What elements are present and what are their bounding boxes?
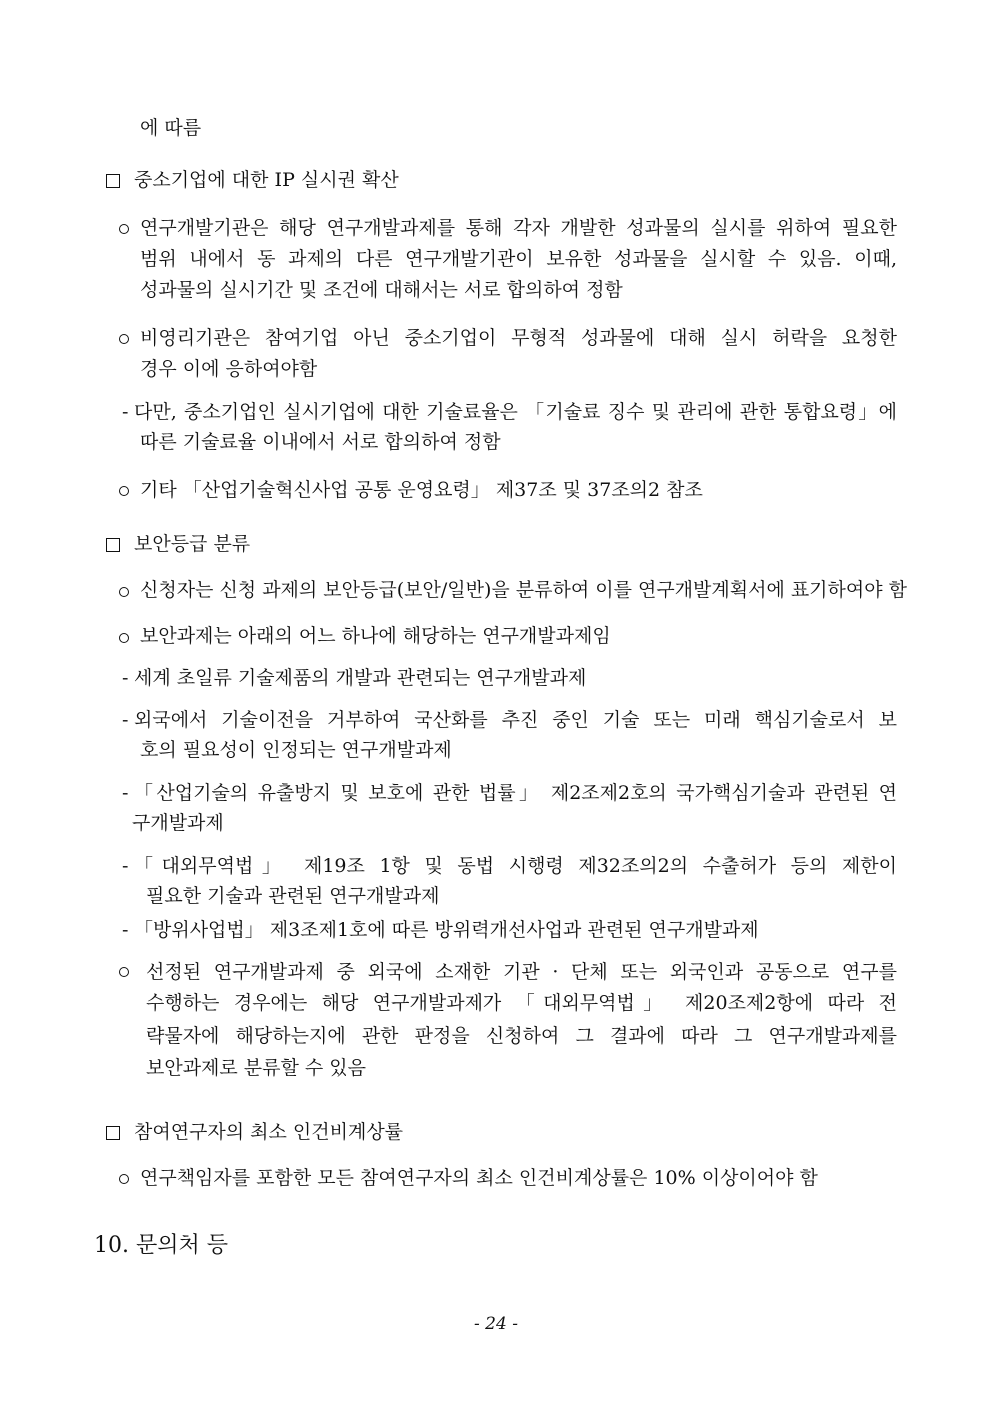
dash-marker: - (122, 401, 129, 423)
bullet-circle-icon (119, 587, 129, 597)
dash-marker: - (122, 709, 129, 731)
paragraph-line: 보안과제는 아래의 어느 하나에 해당하는 연구개발과제임 (140, 625, 611, 647)
bullet-circle-icon (119, 633, 129, 643)
bullet-circle-icon (119, 967, 129, 977)
bullet-circle-icon (119, 224, 129, 234)
paragraph-line: 연구책임자를 포함한 모든 참여연구자의 최소 인건비계상률은 10% 이상이어야 함 (140, 1167, 818, 1189)
section-heading-personnel: 참여연구자의 최소 인건비계상률 (134, 1121, 404, 1143)
paragraph-line: 호의 필요성이 인정되는 연구개발과제 (140, 739, 452, 761)
paragraph-line: 「산업기술의 유출방지 및 보호에 관한 법률」 제2조제2호의 국가핵심기술과 관련된 연 (134, 782, 897, 804)
dash-marker: - (122, 782, 129, 804)
bullet-circle-icon (119, 486, 129, 496)
paragraph-line: 수행하는 경우에는 해당 연구개발과제가 「대외무역법」 제20조제2항에 따라 전 (146, 992, 897, 1014)
bullet-circle-icon (119, 1174, 129, 1184)
paragraph-line: 기타 「산업기술혁신사업 공통 운영요령」 제37조 및 37조의2 참조 (140, 479, 703, 501)
paragraph-line: 따른 기술료율 이내에서 서로 합의하여 정함 (140, 431, 501, 453)
section-heading-security: 보안등급 분류 (134, 533, 251, 555)
dash-marker: - (122, 919, 129, 941)
paragraph-line: 성과물의 실시기간 및 조건에 대해서는 서로 합의하여 정함 (140, 279, 623, 301)
paragraph-line: 구개발과제 (132, 812, 224, 834)
checkbox-square-icon (106, 1126, 120, 1140)
dash-marker: - (122, 855, 129, 877)
page-number: - 24 - (474, 1314, 518, 1334)
checkbox-square-icon (106, 538, 120, 552)
paragraph-line: 범위 내에서 동 과제의 다른 연구개발기관이 보유한 성과물을 실시할 수 있음. 이때, (140, 248, 897, 270)
paragraph-line: 비영리기관은 참여기업 아닌 중소기업이 무형적 성과물에 대해 실시 허락을 요청한 (140, 327, 897, 349)
paragraph-line: 「방위사업법」 제3조제1호에 따른 방위력개선사업과 관련된 연구개발과제 (134, 919, 759, 941)
intro-text: 에 따름 (140, 117, 202, 139)
paragraph-line: 연구개발기관은 해당 연구개발과제를 통해 각자 개발한 성과물의 실시를 위하여 필요한 (140, 217, 897, 239)
paragraph-line: 다만, 중소기업인 실시기업에 대한 기술료율은 「기술료 징수 및 관리에 관한 통합요령」에 (134, 401, 897, 423)
section-10-heading: 10. 문의처 등 (94, 1233, 228, 1258)
paragraph-line: 세계 초일류 기술제품의 개발과 관련되는 연구개발과제 (134, 667, 587, 689)
paragraph-line: 보안과제로 분류할 수 있음 (146, 1057, 367, 1079)
paragraph-line: 경우 이에 응하여야함 (140, 358, 318, 380)
paragraph-line: 략물자에 해당하는지에 관한 판정을 신청하여 그 결과에 따라 그 연구개발과제를 (146, 1025, 897, 1047)
paragraph-line: 선정된 연구개발과제 중 외국에 소재한 기관 · 단체 또는 외국인과 공동으로 연구를 (146, 961, 897, 983)
section-heading-ip: 중소기업에 대한 IP 실시권 확산 (134, 169, 399, 191)
dash-marker: - (122, 667, 129, 689)
paragraph-line: 필요한 기술과 관련된 연구개발과제 (146, 885, 440, 907)
checkbox-square-icon (106, 174, 120, 188)
paragraph-line: 신청자는 신청 과제의 보안등급(보안/일반)을 분류하여 이를 연구개발계획서에 표기하여야 함 (140, 579, 907, 601)
bullet-circle-icon (119, 334, 129, 344)
paragraph-line: 「대외무역법」 제19조 1항 및 동법 시행령 제32조의2의 수출허가 등의 제한이 (134, 855, 897, 877)
paragraph-line: 외국에서 기술이전을 거부하여 국산화를 추진 중인 기술 또는 미래 핵심기술로서 보 (134, 709, 897, 731)
